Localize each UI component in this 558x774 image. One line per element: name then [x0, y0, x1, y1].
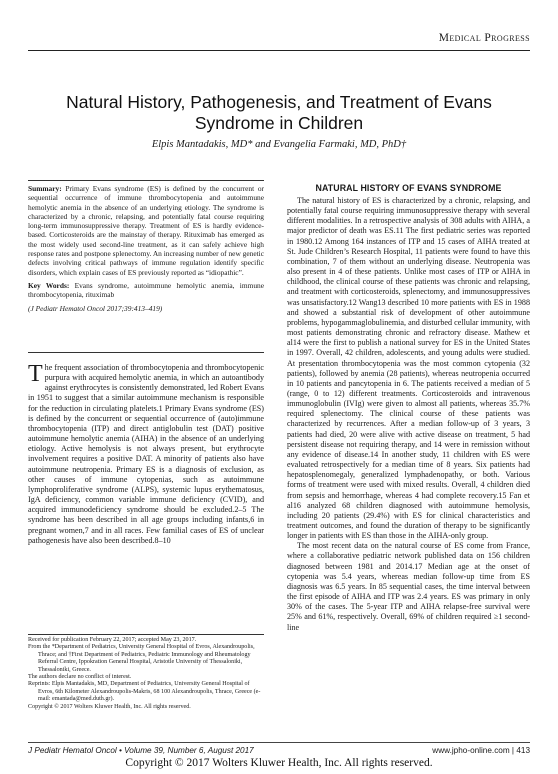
- keywords-paragraph: [28, 281, 264, 300]
- body-paragraph-1: The natural history of ES is characterized by a chronic, relapsing, and potentially fatal course requiring immunosuppressive therapy with several different modalities. In a retrospective analysis of 308 adults with AIHA, a major predictor of death was ES.11 The first pediatric series was reported in 1980.12 Among 164 instances of ITP and 15 cases of AIHA treated at St. Jude Children’s Research Hospital, 11 patients were found to have this combination, 7 of them without an underlying disease. Neutropenia was also present in 4 of these patients. Unlike most cases of ITP or AIHA in childhood, the clinical course of these patients was chronic and relapsing, and treatment with corticosteroids, splenectomy, and immunosuppressives was unsatisfactory.12 Wang13 described 10 more patients with ES in 1988 and showed a substantial risk of development of other autoimmune problems, hypogammaglobulinemia, and disturbed cellular immunity, with most patients demonstrating chronic and refractory disease. Mathew et al14 were the first to publish a national survey for ES in the United States in 1997. Overall, 42 children, adolescents, and young adults were studied. At presentation thrombocytopenia was the most common cytopenia (32 patients), followed by anemia (28 patients), whereas neutropenia occurred in 10 patients and pancytopenia in 6. The patients received a median of 5 (range, 0 to 12) different treatments. Corticosteroids and intravenous immunoglobulin (IVIg) were given to almost all patients, whereas 35.7% required splenectomy. The clinical course of these patients was characterized by recurrences. After a median follow-up of 3 years, 3 patients had died, 20 were alive with active disease on treatment, 5 had persistent disease not requiring therapy, and 14 were in remission without any evidence of disease.14 In another study, 11 children with ES were evaluated retrospectively for a median time of 8 years. Six patients had hepatosplenomegaly, generalized lymphadenopathy, or both. Various forms of treatment were used with mixed results. Overall, 4 children died from sepsis and hemorrhage, whereas 4 had complete recovery.15 Fan et al16 analyzed 68 children diagnosed with autoimmune hemolysis, including 20 patients (29.4%) with ES for clinical characteristics and treatment outcomes, and found the duration of therapy to be significantly longer in patients with ES than those in the AIHA-only group.: [287, 196, 530, 541]
- footer-journal-info: J Pediatr Hematol Oncol • Volume 39, Number 6, August 2017: [28, 746, 254, 755]
- footer-divider: [28, 742, 530, 743]
- footnote-reprints: Reprints: Elpis Mantadakis, MD, Department of Pediatrics, University General Hospital of Evros, 6th Kilometer Alexandroupolis-Makris, 68 100 Alexandroupolis, Thrace, Greece (e-mail: emantada@med.duth.gr).: [28, 681, 261, 703]
- article-title: Natural History, Pathogenesis, and Treatment of Evans Syndrome in Children: [66, 92, 492, 133]
- header-divider: [28, 50, 530, 51]
- dropcap: T: [28, 361, 43, 387]
- summary-text: Primary Evans syndrome (ES) is defined by the concurrent or sequential occurrence of immune thrombocytopenia and autoimmune hemolytic anemia in the absence of an underlying etiology. The syndrome is characterized by a chronic, relapsing, and potentially fatal course requiring long-term immunosuppressive therapy. Treatment of ES is hardly evidence-based. Corticosteroids are the mainstay of therapy. Rituximab has emerged as the most widely used second-line treatment, as it can safely achieve high response rates and postpone splenectomy. An increasing number of new genetic defects involving critical pathways of immune regulation identify specific disorders, which explain cases of ES previously reported as “idiopathic”.: [28, 184, 264, 277]
- copyright-banner: Copyright © 2017 Wolters Kluwer Health, Inc. All rights reserved.: [125, 757, 433, 769]
- summary-block: [28, 184, 264, 317]
- keywords-label: Key Words:: [28, 280, 70, 290]
- summary-paragraph: [28, 184, 264, 277]
- footnote-conflict: The authors declare no conflict of interest.: [28, 674, 132, 681]
- summary-top-divider: [28, 180, 264, 181]
- summary-bottom-divider: [28, 352, 264, 353]
- footnote-copyright: Copyright © 2017 Wolters Kluwer Health, Inc. All rights reserved.: [28, 703, 191, 710]
- article-authors: Elpis Mantadakis, MD* and Evangelia Farmaki, MD, PhD†: [151, 139, 407, 150]
- citation: (J Pediatr Hematol Oncol 2017;39:413–419): [28, 303, 163, 313]
- footnote-affiliations: From the *Department of Pediatrics, University General Hospital of Evros, Alexandroupolis, Thrace; and †First Department of Pediatrics, Pediatric Immunology and Rheumatology Referral Centre, Ippokration General Hospital, Aristotle University of Thessaloniki, Thessaloniki, Greece.: [28, 644, 255, 673]
- section-heading: NATURAL HISTORY OF EVANS SYNDROME: [315, 183, 502, 193]
- footnotes: [28, 637, 264, 711]
- summary-label: Summary:: [28, 184, 62, 193]
- intro-text: [28, 363, 264, 546]
- intro-paragraph: he frequent association of thrombocytopenia and thrombocytopenic purpura with acquired hemolytic anemia, in which an autoantibody against erythrocytes is consistently demonstrated, led Robert Evans in 1951 to suggest that a similar autoimmune mechanism is responsible for the reduction in circulating platelets.1 Primary Evans syndrome (ES) is defined by the concurrent or sequential occurrence of (auto)immune thrombocytopenia (ITP) and direct antiglobulin test (DAT) positive autoimmune hemolytic anemia (AIHA) in the absence of an underlying etiology. Active hemolysis is not always present, but erythrocyte involvement requires a positive DAT. A minority of patients also have autoimmune neutropenia. Primary ES is a diagnosis of exclusion, as other causes of immune cytopenias, such as autoimmune lymphoproliferative syndrome (ALPS), systemic lupus erythematosus, IgA deficiency, common variable immune deficiency (CVID), and acquired immunodeficiency syndrome should be excluded.2–5 The syndrome has been described in all age groups including infants,6 in pregnant women,7 and in all races. Few familial cases of ES of unclear pathogenesis have also been described.8–10: [28, 363, 264, 545]
- footnote-divider: [28, 634, 264, 635]
- footnote-received: Received for publication February 22, 2017; accepted May 23, 2017.: [28, 637, 197, 643]
- footer-page-info: www.jpho-online.com | 413: [432, 746, 530, 755]
- section-header: Medical Progress: [438, 32, 530, 44]
- body-paragraph-2: The most recent data on the natural course of ES come from France, where a collaborative pediatric network published data on 156 children diagnosed between 1981 and 2014.17 Median age at the onset of cytopenia was 5.4 years, whereas median follow-up time from ES diagnosis was 6.5 years. In 85 sequential cases, the time interval between the first episode of AIHA and ITP was 2.4 years. ES was primary in only 30% of the cases. The 5-year ITP and AIHA relapse-free survival were 25% and 61%, respectively. Overall, 69% of children required ≥1 second-line: [287, 541, 530, 632]
- right-column-text: [287, 196, 530, 633]
- keywords-text: Evans syndrome, autoimmune hemolytic anemia, immune thrombocytopenia, rituximab: [28, 280, 264, 300]
